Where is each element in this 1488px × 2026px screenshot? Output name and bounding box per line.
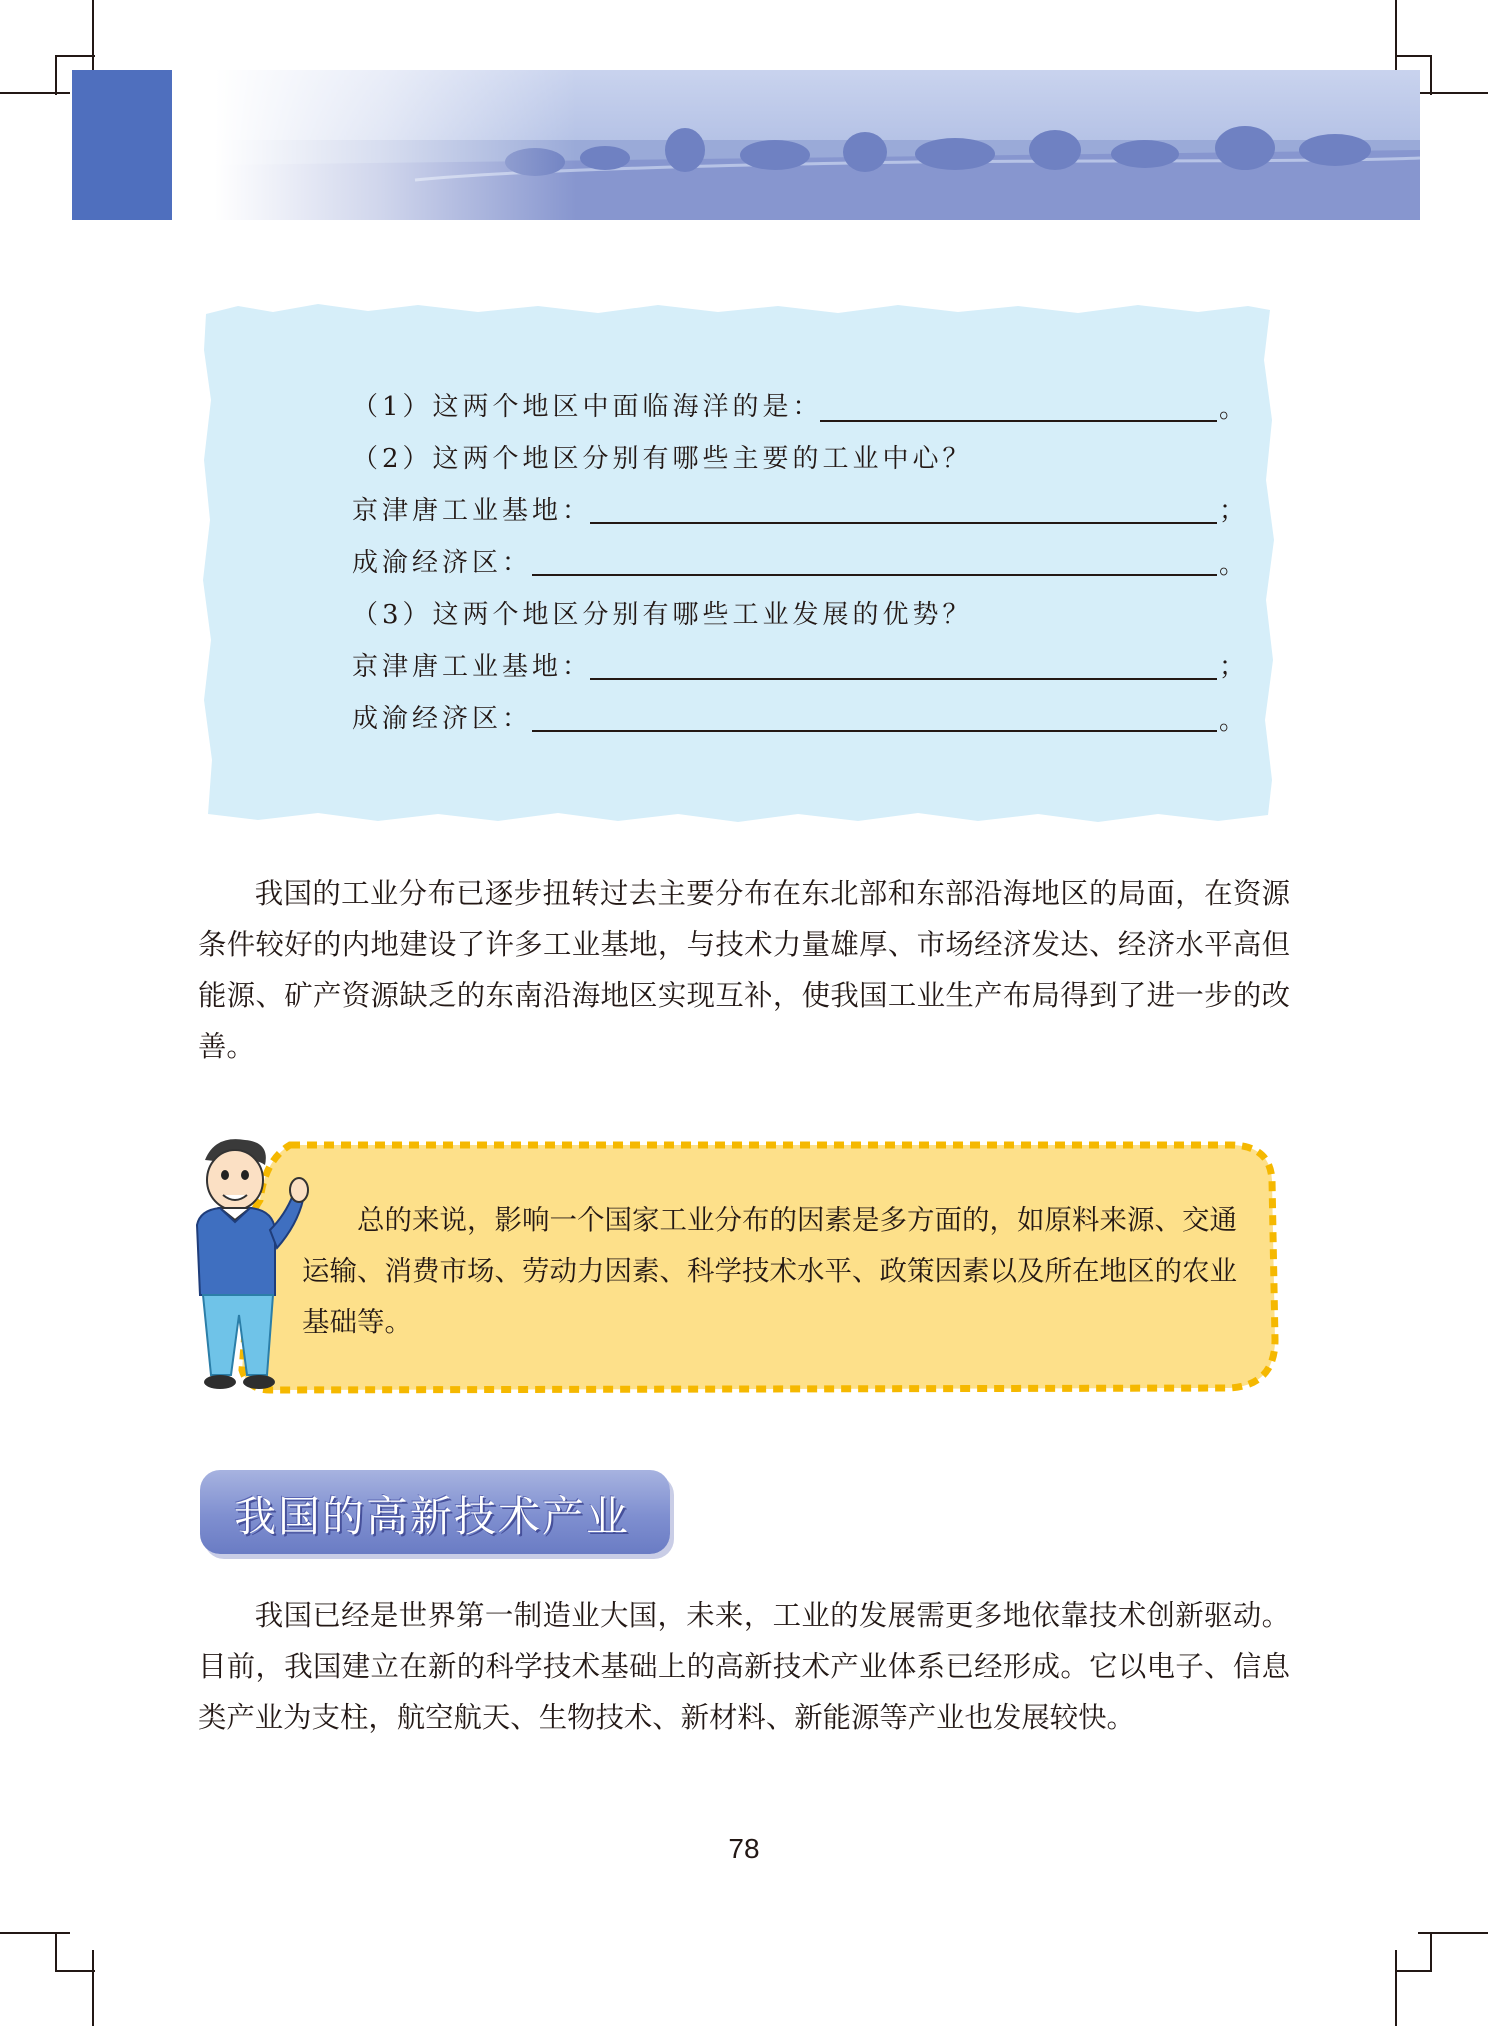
tip-text: 总的来说，影响一个国家工业分布的因素是多方面的，如原料来源、交通运输、消费市场、劳动力因素、科学技术水平、政策因素以及所在地区的农业基础等。 — [302, 1204, 1237, 1338]
crop-mark — [55, 55, 95, 57]
q2-a-end-mark: ； — [1219, 496, 1246, 526]
answer-blank-q3-jingjintang[interactable] — [590, 678, 1217, 680]
crop-mark — [1430, 55, 1432, 95]
crop-mark — [1395, 0, 1397, 75]
teacher-illustration — [175, 1130, 315, 1400]
question-3: （3）这两个地区分别有哪些工业发展的优势？ — [352, 600, 973, 630]
crop-mark — [0, 92, 70, 94]
header-landscape-photo — [215, 70, 1420, 220]
crop-mark — [1395, 1950, 1397, 2026]
q3-chengyu-label: 成渝经济区： — [352, 704, 533, 734]
answer-blank-q2-chengyu[interactable] — [532, 574, 1217, 576]
crop-mark — [1418, 92, 1488, 94]
q1-end-mark: 。 — [1219, 394, 1246, 424]
crop-mark — [92, 0, 94, 75]
answer-blank-q2-jingjintang[interactable] — [590, 522, 1217, 524]
q3-b-end-mark: 。 — [1219, 706, 1246, 736]
crop-mark — [1395, 1970, 1432, 1972]
section-heading-text: 我国的高新技术产业 — [234, 1492, 631, 1541]
q2-b-end-mark: 。 — [1219, 550, 1246, 580]
body-paragraph-high-tech: 我国已经是世界第一制造业大国，未来，工业的发展需更多地依靠技术创新驱动。目前，我国建立在新的科学技术基础上的高新技术产业体系已经形成。它以电子、信息类产业为支柱，航空航天、生物技术、新材料、新能源等产业也发展较快。 — [198, 1599, 1290, 1734]
answer-blank-q3-chengyu[interactable] — [532, 730, 1217, 732]
q3-a-end-mark: ； — [1219, 652, 1246, 682]
page-number: 78 — [728, 1833, 760, 1864]
q2-chengyu-label: 成渝经济区： — [352, 548, 533, 578]
body-paragraph-industry-distribution: 我国的工业分布已逐步扭转过去主要分布在东北部和东部沿海地区的局面，在资源条件较好的内地建设了许多工业基地，与技术力量雄厚、市场经济发达、经济水平高但能源、矿产资源缺乏的东南沿海地区实现互补，使我国工业生产布局得到了进一步的改善。 — [198, 877, 1290, 1063]
crop-mark — [0, 1932, 70, 1934]
crop-mark — [1430, 1932, 1432, 1972]
crop-mark — [55, 55, 57, 95]
question-1: （1）这两个地区中面临海洋的是： — [352, 392, 823, 422]
answer-blank-q1[interactable] — [820, 420, 1217, 422]
crop-mark — [55, 1970, 95, 1972]
header-color-block — [72, 70, 172, 220]
crop-mark — [55, 1932, 57, 1972]
section-heading — [200, 1470, 670, 1554]
question-2: （2）这两个地区分别有哪些主要的工业中心？ — [352, 444, 973, 474]
crop-mark — [1418, 1932, 1488, 1934]
q3-jingjintang-label: 京津唐工业基地： — [352, 652, 593, 682]
crop-mark — [1395, 55, 1432, 57]
q2-jingjintang-label: 京津唐工业基地： — [352, 496, 593, 526]
crop-mark — [92, 1950, 94, 2026]
